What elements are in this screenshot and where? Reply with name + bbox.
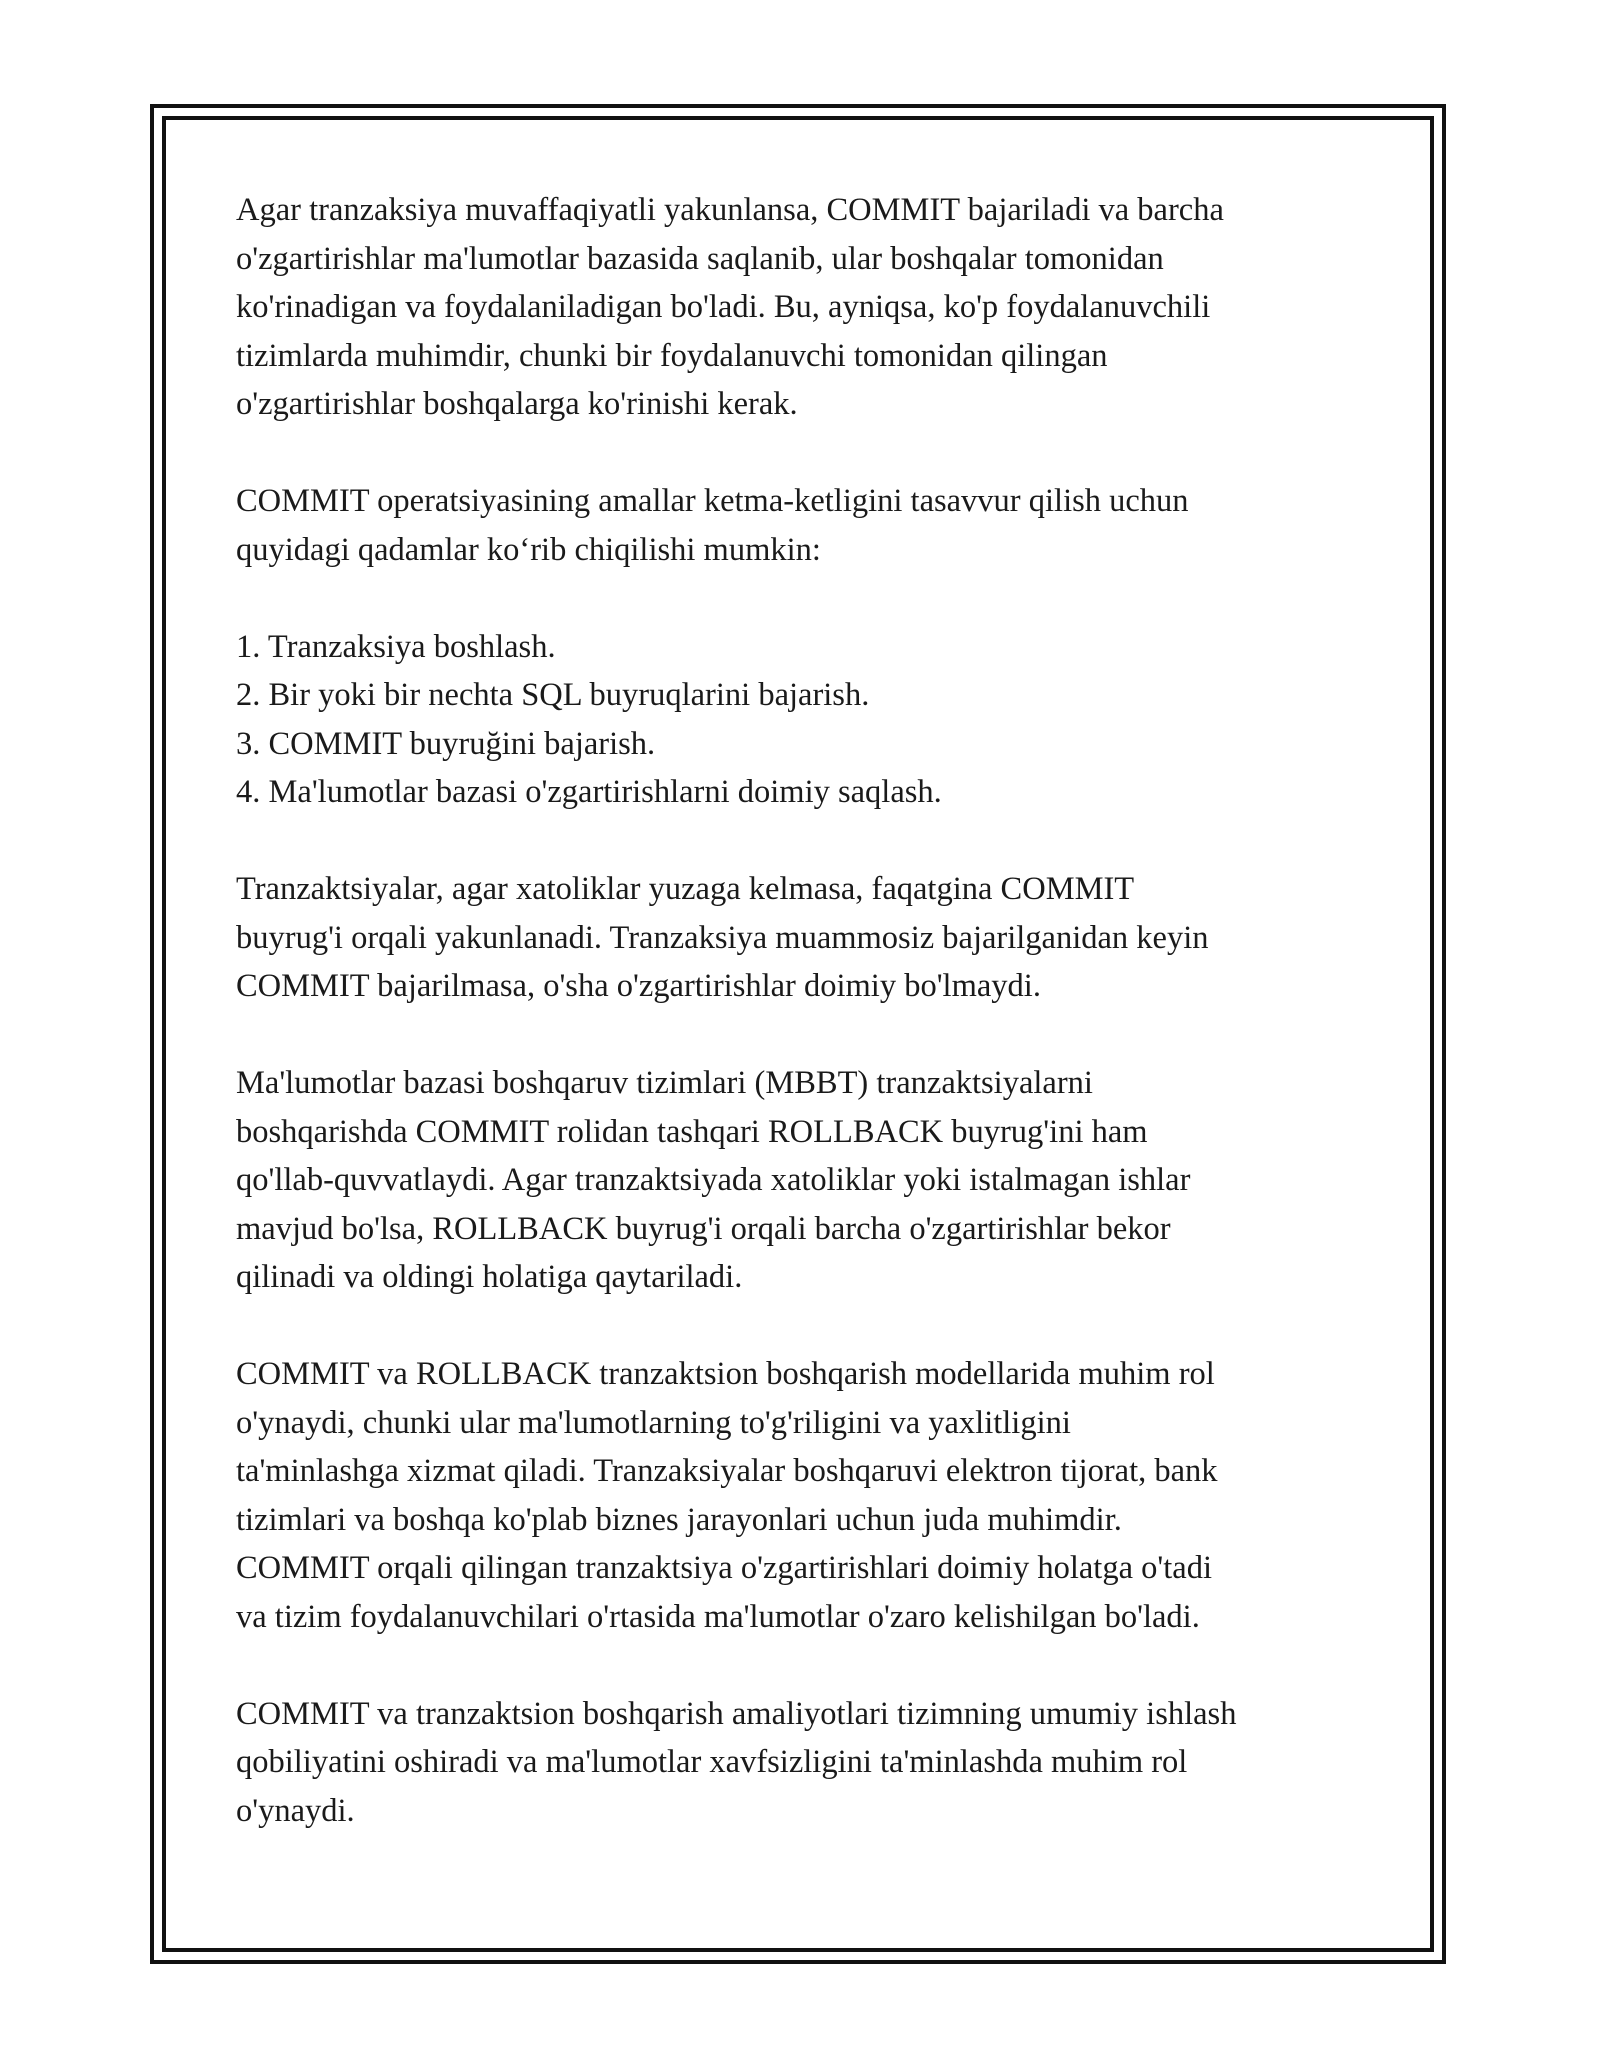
- list-item: 1. Tranzaksiya boshlash.: [236, 628, 556, 665]
- paragraph-conclusion: COMMIT va tranzaktsion boshqarish amaliyotlari tizimning umumiy ishlash qobiliyatini oshiradi va ma'lumotlar xavfsizligini ta'minlashda muhim rol o'ynaydi.: [236, 1695, 1237, 1829]
- paragraph-commit-rollback-role: COMMIT va ROLLBACK tranzaktsion boshqarish modellarida muhim rol o'ynaydi, chunki ular ma'lumotlarning to'g'riligini va yaxlitligini ta'minlashga xizmat qiladi. Tranzaksiyalar boshqaruvi elektron tijorat, bank tizimlari va boshqa ko'plab biznes jarayonlari uchun juda muhimdir. COMMIT orqali qilingan tranzaktsiya o'zgartirishlari doimiy holatga o'tadi va tizim foydalanuvchilari o'rtasida ma'lumotlar o'zaro kelishilgan bo'ladi.: [236, 1356, 1218, 1635]
- commit-steps-list: [236, 623, 1396, 817]
- paragraph-rollback: Ma'lumotlar bazasi boshqaruv tizimlari (MBBT) tranzaktsiyalarni boshqarishda COMMIT rolidan tashqari ROLLBACK buyrug'ini ham qo'llab-quvvatlaydi. Agar tranzaktsiyada xatoliklar yoki istalmagan ishlar mavjud bo'lsa, ROLLBACK buyrug'i orqali barcha o'zgartirishlar bekor qilinadi va oldingi holatiga qaytariladi.: [236, 1065, 1191, 1295]
- document-body: [236, 186, 1396, 1884]
- list-item: 4. Ma'lumotlar bazasi o'zgartirishlarni doimiy saqlash.: [236, 774, 942, 810]
- list-item: 2. Bir yoki bir nechta SQL buyruqlarini bajarish.: [236, 677, 870, 713]
- paragraph-commit-success: Agar tranzaksiya muvaffaqiyatli yakunlansa, COMMIT bajariladi va barcha o'zgartirishlar ma'lumotlar bazasida saqlanib, ular boshqalar tomonidan ko'rinadigan va foydalaniladigan bo'ladi. Bu, ayniqsa, ko'p foydalanuvchili tizimlarda muhimdir, chunki bir foydalanuvchi tomonidan qilingan o'zgartirishlar boshqalarga ko'rinishi kerak.: [236, 192, 1224, 422]
- paragraph-transactions-finish: Tranzaktsiyalar, agar xatoliklar yuzaga kelmasa, faqatgina COMMIT buyrug'i orqali yakunlanadi. Tranzaksiya muammosiz bajarilganidan keyin COMMIT bajarilmasa, o'sha o'zgartirishlar doimiy bo'lmaydi.: [236, 871, 1209, 1004]
- list-item: 3. COMMIT buyruğini bajarish.: [236, 725, 656, 762]
- paragraph-commit-steps-intro: COMMIT operatsiyasining amallar ketma-ketligini tasavvur qilish uchun quyidagi qadamlar koʻrib chiqilishi mumkin:: [236, 483, 1189, 568]
